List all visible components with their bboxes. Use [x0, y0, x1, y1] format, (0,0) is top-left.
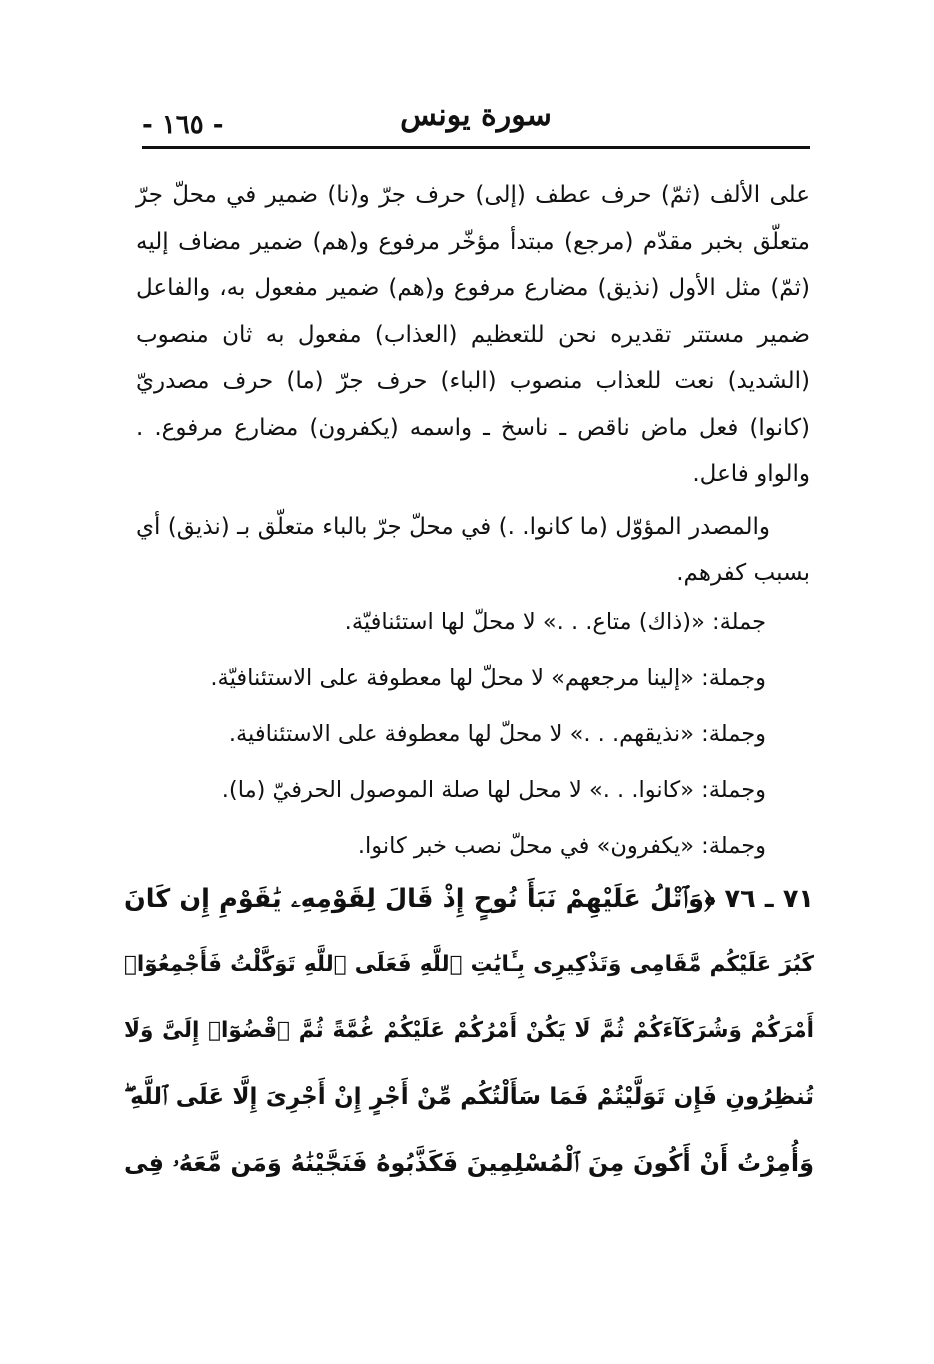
sentence-list	[146, 594, 766, 874]
quran-line: تُنظِرُونِ فَإِن تَوَلَّيْتُمْ فَمَا سَأَلْتُكُم مِّنْ أَجْرٍ إِنْ أَجْرِىَ إِلَّا عَلَى ٱللَّهِ ۖ	[124, 1084, 814, 1110]
surah-title: سورة يونس	[400, 98, 552, 133]
quran-line: أَمْرَكُمْ وَشُرَكَآءَكُمْ ثُمَّ لَا يَكُنْ أَمْرُكُمْ عَلَيْكُمْ غُمَّةً ثُمَّ ٱقْضُوٓا۟ إِلَىَّ وَلَا	[124, 1018, 814, 1043]
paragraph-masdar: والمصدر المؤوّل (ما كانوا. .) في محلّ جرّ بالباء متعلّق بـ (نذيق) أي بسبب كفرهم.	[136, 513, 810, 586]
sentence-item: وجملة: «إلينا مرجعهم» لا محلّ لها معطوفة على الاستئنافيّة.	[210, 665, 766, 691]
sentence-item: وجملة: «نذيقهم. . .» لا محلّ لها معطوفة على الاستئنافية.	[228, 721, 766, 747]
quran-line: ٧١ ـ ٧٦ ﴿وَٱتْلُ عَلَيْهِمْ نَبَأَ نُوحٍ إِذْ قَالَ لِقَوْمِهِۦ يَٰقَوْمِ إِن كَانَ	[124, 884, 814, 914]
quran-line: وَأُمِرْتُ أَنْ أَكُونَ مِنَ ٱلْمُسْلِمِينَ فَكَذَّبُوهُ فَنَجَّيْنَٰهُ وَمَن مَّعَهُۥ فِى	[124, 1149, 814, 1177]
paragraph-parsing: على الألف (ثمّ) حرف عطف (إلى) حرف جرّ و(نا) ضمير في محلّ جرّ متعلّق بخبر مقدّم (مرجع) مبتدأ مؤخّر مرفوع و(هم) ضمير مضاف إليه (ثمّ) مثل الأول (نذيق) مضارع مرفوع و(هم) ضمير مفعول به، والفاعل ضمير مستتر تقديره نحن للتعظيم (العذاب) مفعول به ثان منصوب (الشديد) نعت للعذاب منصوب (الباء) حرف جرّ (ما) حرف مصدريّ (كانوا) فعل ماض ناقص ـ ناسخ ـ واسمه (يكفرون) مضارع مرفوع. . والواو فاعل.	[136, 182, 810, 487]
grammar-analysis-text	[136, 172, 810, 597]
header-divider	[142, 146, 810, 149]
page-header	[142, 92, 810, 146]
quran-verses	[124, 866, 814, 1196]
sentence-item: وجملة: «كانوا. . .» لا محل لها صلة الموصول الحرفيّ (ما).	[221, 777, 766, 803]
sentence-item: وجملة: «يكفرون» في محلّ نصب خبر كانوا.	[357, 833, 766, 859]
page-number: - ١٦٥ -	[142, 110, 224, 140]
quran-line: كَبُرَ عَلَيْكُم مَّقَامِى وَتَذْكِيرِى بِـَٔايَٰتِ ٱللَّهِ فَعَلَى ٱللَّهِ تَوَكَّلْتُ فَأَجْمِعُوٓا۟	[124, 952, 814, 977]
sentence-item: جملة: «(ذاك) متاع. . .» لا محلّ لها استئنافيّة.	[344, 609, 766, 635]
